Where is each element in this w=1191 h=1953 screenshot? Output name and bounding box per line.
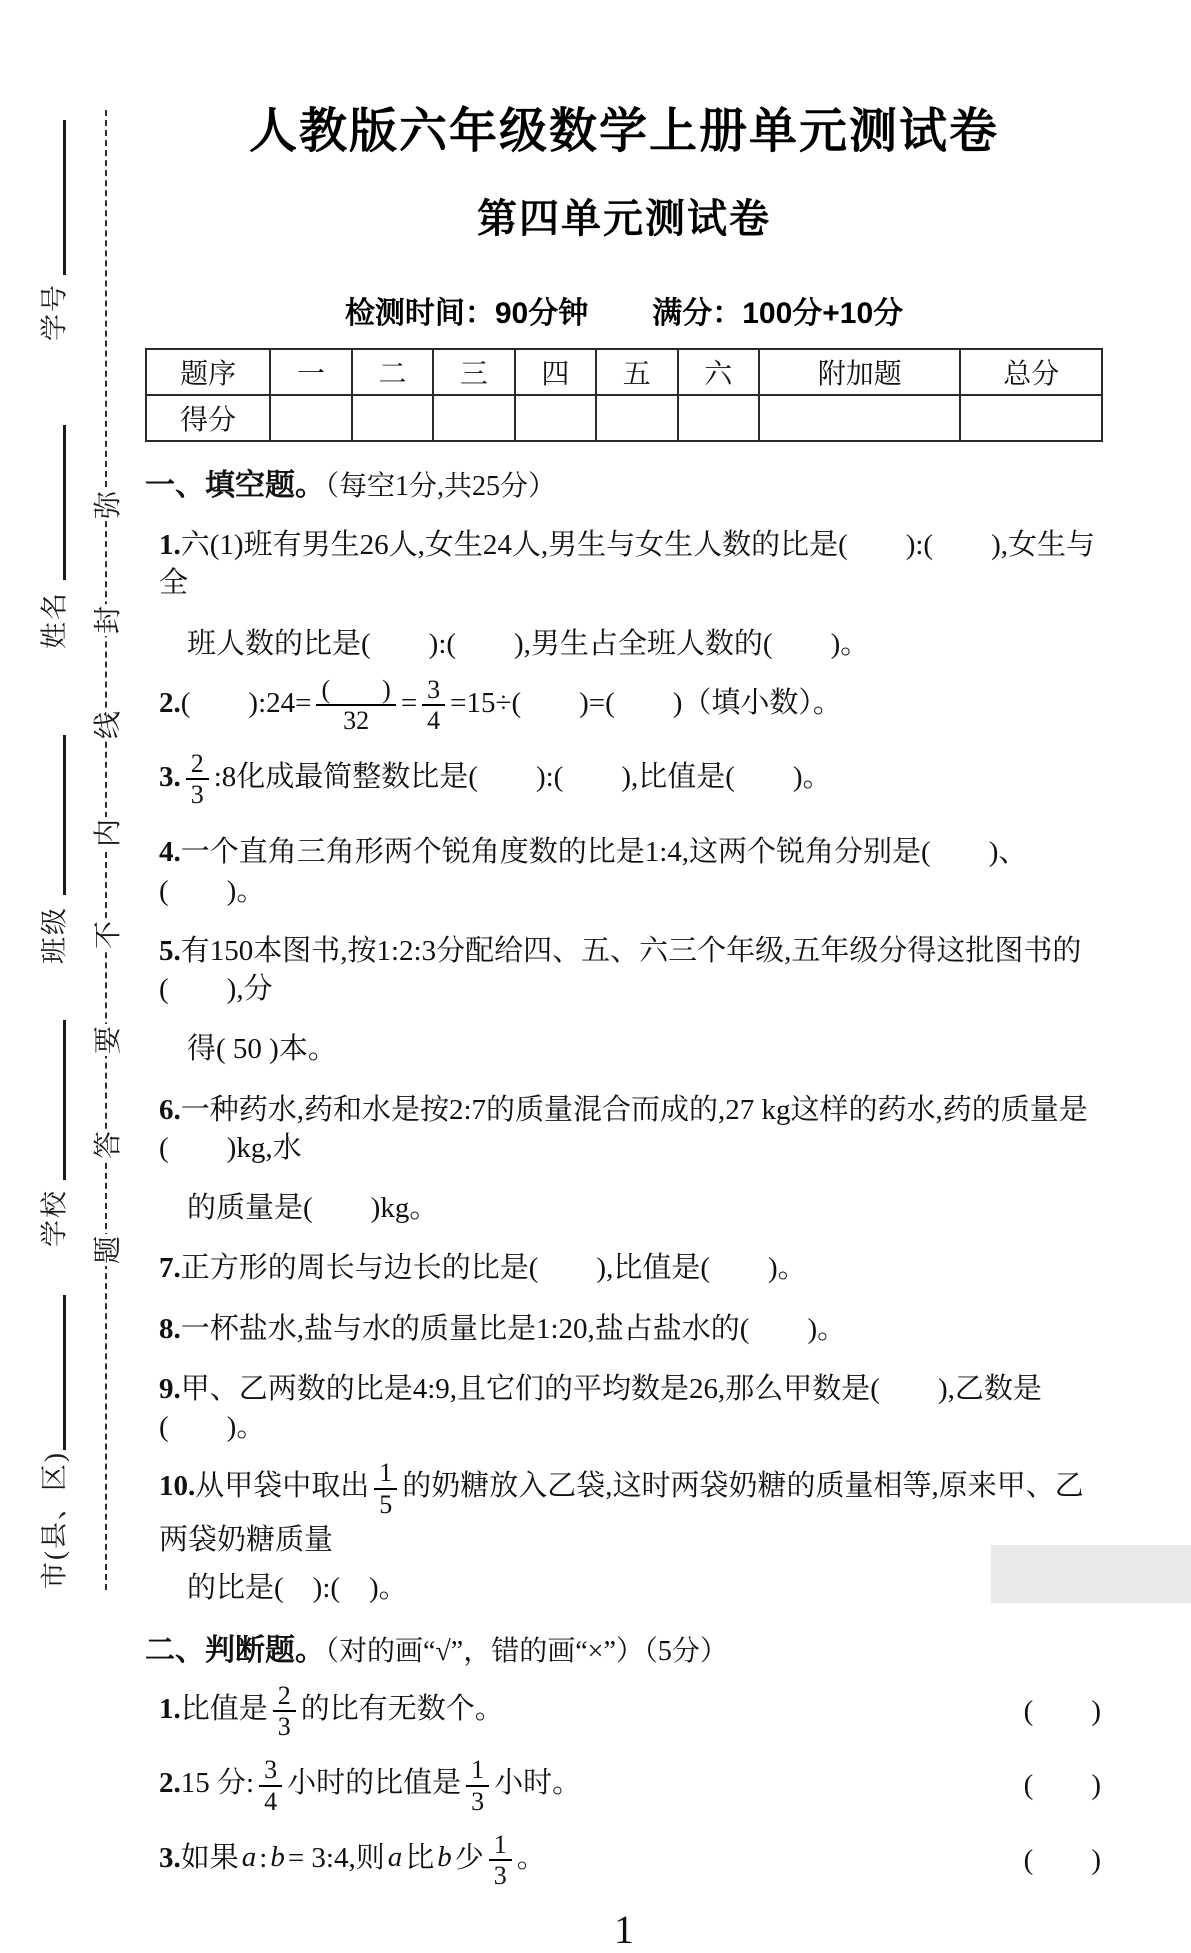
- answer-blank: ( ): [1023, 1695, 1101, 1728]
- question-line: [145, 1030, 1103, 1068]
- fraction: [186, 749, 209, 809]
- score-table-header-cell: 六: [678, 349, 759, 395]
- scan-artifact: [991, 1545, 1191, 1603]
- question-number: 8.: [159, 1312, 181, 1345]
- question-text: 小时。: [494, 1767, 582, 1800]
- field-blank-line: [63, 1020, 66, 1180]
- section-heading: [145, 1625, 1103, 1669]
- question-line: [145, 833, 1103, 910]
- fraction-denominator: 3: [190, 780, 204, 810]
- question-number: 5.: [159, 934, 181, 967]
- exam-time-label: 检测时间：90分钟: [344, 297, 589, 330]
- seal-field-label-school: 学校: [39, 1189, 70, 1247]
- variable: a: [387, 1841, 403, 1874]
- question-line: [145, 747, 1103, 811]
- field-blank-line: [63, 1295, 66, 1450]
- score-table-empty-cell: [433, 395, 514, 441]
- field-blank-line: [63, 120, 66, 275]
- seal-char: 弥: [81, 489, 131, 521]
- question-number: 2.: [159, 686, 181, 719]
- answer-blank: ( ): [1023, 1769, 1101, 1802]
- score-table-empty-cell: [678, 395, 759, 441]
- score-table-header-cell: 二: [352, 349, 433, 395]
- score-table-header-row: [146, 349, 1102, 395]
- question-text: 比: [405, 1841, 435, 1874]
- question-text: =: [400, 686, 418, 719]
- question-line: [145, 1310, 1103, 1348]
- question-text: 甲、乙两数的比是4:9,且它们的平均数是26,那么甲数是( ),乙数是( )。: [159, 1372, 1042, 1444]
- answer-blank: ( ): [1023, 1843, 1101, 1876]
- fraction-denominator: 3: [493, 1860, 507, 1890]
- fraction-denominator: 4: [427, 705, 441, 735]
- seal-field-label-name: 姓名: [39, 591, 70, 649]
- question-line: [145, 932, 1103, 1009]
- fraction-numerator: 3: [422, 675, 445, 706]
- seal-char: 线: [81, 709, 131, 741]
- score-table-empty-cell: [759, 395, 960, 441]
- fraction-denominator: 4: [264, 1786, 278, 1816]
- question-text: 的奶糖放入乙袋,这时两袋奶糖的质量相等,原来甲、乙两袋奶糖质量: [159, 1470, 1084, 1556]
- question-number: 4.: [159, 836, 181, 869]
- question-text: 的比是( ):( )。: [187, 1571, 408, 1604]
- field-blank-line: [63, 735, 66, 895]
- question-line: [145, 1828, 1103, 1892]
- score-table-empty-cell: [596, 395, 677, 441]
- question-sections: [145, 460, 1103, 1892]
- fraction: [316, 675, 395, 735]
- question-text: 正方形的周长与边长的比是( ),比值是( )。: [180, 1252, 807, 1285]
- score-table-empty-cell: [352, 395, 433, 441]
- question-text: 从甲袋中取出: [195, 1470, 370, 1503]
- fraction-numerator: ( ): [316, 675, 395, 706]
- question-text: 一种药水,药和水是按2:7的质量混合而成的,27 kg这样的药水,药的质量是( )kg,水: [159, 1093, 1088, 1164]
- question-line: [145, 673, 1103, 737]
- score-table-header-cell: 五: [596, 349, 677, 395]
- question-line: [145, 1569, 1103, 1607]
- score-table-header-cell: 四: [515, 349, 596, 395]
- page-subtitle: 第四单元测试卷: [477, 197, 771, 241]
- question-text: =15÷( )=( )（填小数）。: [450, 686, 842, 719]
- question-number: 3.: [159, 1841, 181, 1874]
- score-table-header-cell: 附加题: [759, 349, 960, 395]
- score-table-header-cell: 题序: [146, 349, 270, 395]
- question-text: 得( 50 )本。: [187, 1033, 337, 1066]
- score-table-header-cell: 总分: [960, 349, 1102, 395]
- question-line: [145, 1370, 1103, 1447]
- section-heading-title: 一、填空题。: [145, 469, 325, 502]
- question-text: :: [259, 1841, 268, 1874]
- seal-field-label-city: 市(县、区): [39, 1451, 70, 1589]
- question-line: [145, 625, 1103, 663]
- score-table-row-label: 得分: [146, 395, 270, 441]
- score-table-header-cell: 一: [270, 349, 351, 395]
- seal-char: 要: [81, 1024, 131, 1056]
- question-line: [145, 526, 1103, 603]
- question-text: 比值是: [180, 1692, 268, 1725]
- question-text: 如果: [180, 1841, 239, 1874]
- question-text: 的比有无数个。: [300, 1692, 504, 1725]
- question-number: 6.: [159, 1093, 181, 1126]
- question-number: 7.: [159, 1252, 181, 1285]
- fraction: [273, 1681, 296, 1741]
- fraction-denominator: 3: [471, 1786, 485, 1816]
- seal-char: 不: [81, 919, 131, 951]
- question-text: = 3:4,则: [287, 1841, 385, 1874]
- variable: a: [241, 1841, 257, 1874]
- fraction-numerator: 2: [273, 1681, 296, 1712]
- fraction-numerator: 1: [466, 1755, 489, 1786]
- question-content: [159, 1753, 581, 1817]
- question-number: 9.: [159, 1372, 181, 1405]
- score-table-empty-cell: [960, 395, 1102, 441]
- fraction-numerator: 3: [259, 1755, 282, 1786]
- fraction: [422, 675, 445, 735]
- question-number: 10.: [159, 1470, 196, 1503]
- section-heading-note: （对的画“√”，错的画“×”）（5分）: [325, 1636, 728, 1668]
- page-title: 人教版六年级数学上册单元测试卷: [248, 105, 999, 158]
- exam-score-label: 满分：100分+10分: [652, 297, 904, 330]
- score-table-score-row: [146, 395, 1102, 441]
- fraction: [489, 1830, 512, 1890]
- section-heading-title: 二、判断题。: [145, 1634, 325, 1668]
- variable: b: [437, 1841, 452, 1874]
- score-table-empty-cell: [515, 395, 596, 441]
- seal-field-label-student-number: 学号: [39, 283, 70, 341]
- score-table-header-cell: 三: [433, 349, 514, 395]
- fraction-numerator: 2: [186, 749, 209, 780]
- seal-char: 封: [81, 604, 131, 636]
- question-text: 小时的比值是: [287, 1767, 462, 1800]
- exam-paper: [145, 0, 1103, 1953]
- fraction-denominator: 32: [343, 705, 370, 735]
- question-text: ( ):24=: [180, 686, 312, 719]
- exam-info-line: [145, 288, 1103, 332]
- question-text: :8化成最简整数比是( ):( ),比值是( )。: [213, 760, 832, 793]
- fraction-denominator: 5: [379, 1489, 393, 1519]
- question-number: 1.: [159, 1692, 181, 1725]
- question-number: 2.: [159, 1767, 181, 1800]
- question-line: [145, 1753, 1103, 1817]
- field-blank-line: [63, 425, 66, 580]
- seal-margin: [0, 0, 145, 1684]
- score-table: [145, 348, 1103, 442]
- question-text: 15 分:: [180, 1767, 255, 1800]
- question-number: 1.: [159, 529, 181, 561]
- fraction: [466, 1755, 489, 1815]
- question-line: [145, 1189, 1103, 1227]
- seal-char: 答: [81, 1129, 131, 1161]
- section-heading: [145, 460, 1103, 504]
- seal-field-label-class: 班级: [39, 906, 70, 964]
- fraction: [259, 1755, 282, 1815]
- question-text: 少: [454, 1841, 484, 1874]
- question-line: [145, 1456, 1103, 1558]
- question-line: [145, 1679, 1103, 1743]
- section-heading-note: （每空1分,共25分）: [325, 471, 557, 502]
- seal-char: 内: [81, 817, 131, 849]
- question-text: 一个直角三角形两个锐角度数的比是1:4,这两个锐角分别是( )、( )。: [159, 836, 1028, 907]
- score-table-empty-cell: [270, 395, 351, 441]
- fraction: [374, 1458, 397, 1518]
- question-line: [145, 1249, 1103, 1287]
- seal-char: 题: [81, 1234, 131, 1266]
- fraction-numerator: 1: [489, 1830, 512, 1861]
- question-text: 有150本图书,按1:2:3分配给四、五、六三个年级,五年级分得这批图书的( ),分: [159, 934, 1082, 1006]
- question-number: 3.: [159, 760, 181, 793]
- question-content: [159, 1679, 504, 1743]
- question-text: 。: [516, 1841, 546, 1874]
- question-content: [159, 1828, 546, 1892]
- question-text: 的质量是( )kg。: [187, 1192, 439, 1225]
- question-text: 一杯盐水,盐与水的质量比是1:20,盐占盐水的( )。: [180, 1312, 847, 1345]
- fraction-numerator: 1: [374, 1458, 397, 1489]
- seal-dashed-line: [105, 110, 107, 1590]
- question-line: [145, 1091, 1103, 1168]
- question-text: 班人数的比是( ):( ),男生占全班人数的( )。: [187, 627, 870, 660]
- variable: b: [270, 1841, 285, 1874]
- fraction-denominator: 3: [277, 1712, 291, 1742]
- page-number: 1: [614, 1906, 634, 1952]
- question-text: 六(1)班有男生26人,女生24人,男生与女生人数的比是( ):( ),女生与全: [159, 529, 1096, 600]
